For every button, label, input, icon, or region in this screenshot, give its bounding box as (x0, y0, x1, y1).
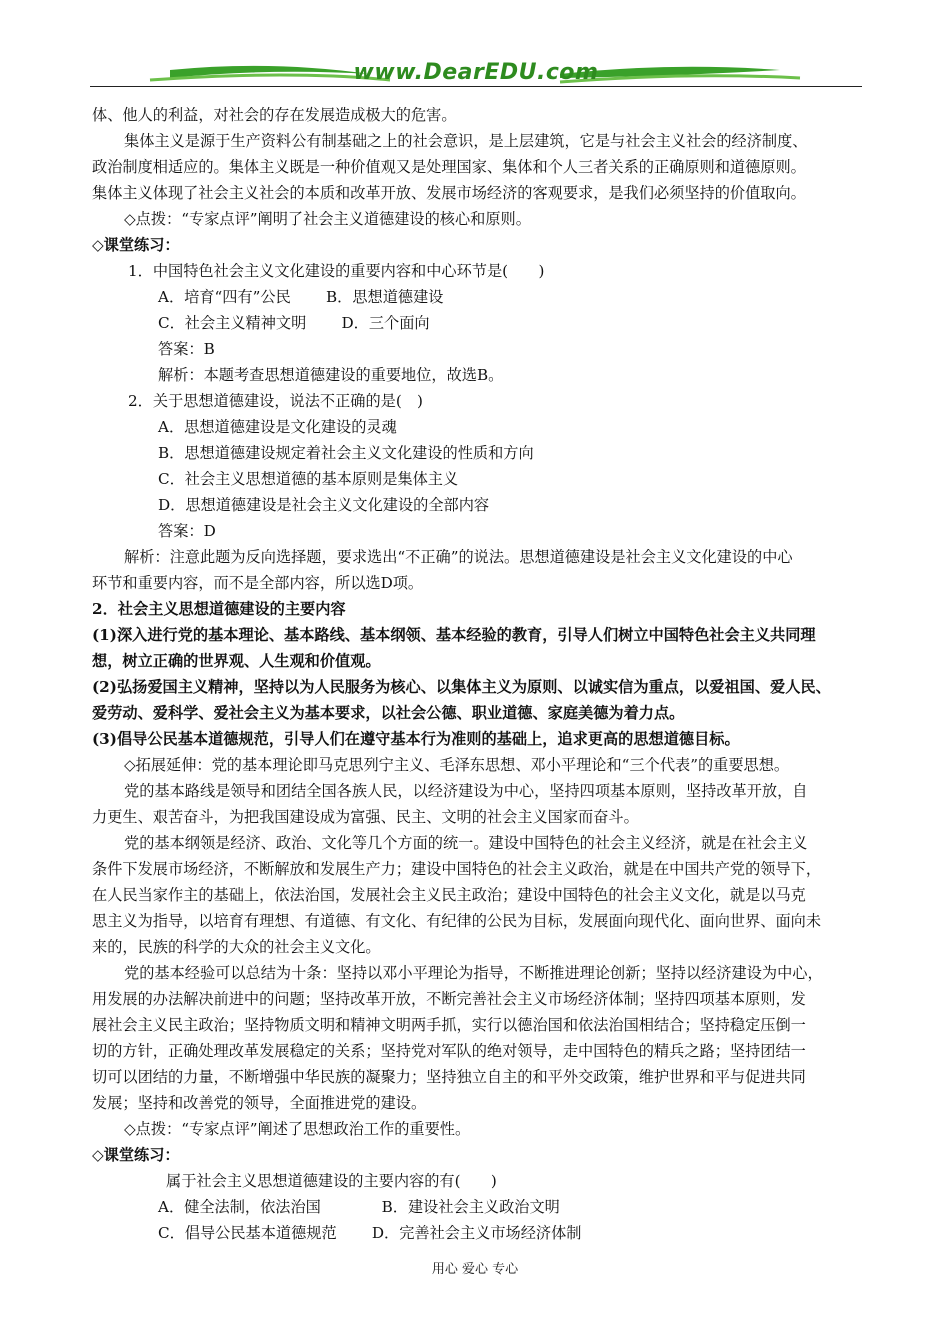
answer-option: D．思想道德建设是社会主义文化建设的全部内容 (158, 496, 490, 514)
answer-key: 答案：B (158, 340, 215, 358)
text-line: 来的，民族的科学的大众的社会主义文化。 (92, 938, 381, 956)
bold-point: (3)倡导公民基本道德规范，引导人们在遵守基本行为准则的基础上，追求更高的思想道德目标。 (92, 730, 740, 748)
bold-point: (2)弘扬爱国主义精神，坚持以为人民服务为核心、以集体主义为原则、以诚实信为重点，以爱祖国、爱人民、 (92, 678, 831, 696)
question-stem: 属于社会主义思想道德建设的主要内容的有( ) (166, 1172, 497, 1190)
text-line: 在人民当家作主的基础上，依法治国，发展社会主义民主政治；建设中国特色的社会主义文化，就是以马克 (92, 886, 806, 904)
tip-line: ◇点拨：“专家点评”阐明了社会主义道德建设的核心和原则。 (124, 210, 531, 228)
text-line: 切可以团结的力量，不断增强中华民族的凝聚力；坚持独立自主的和平外交政策，维护世界和平与促进共同 (92, 1068, 806, 1086)
answer-key: 答案：D (158, 522, 216, 540)
bold-point: (1)深入进行党的基本理论、基本路线、基本纲领、基本经验的教育，引导人们树立中国特色社会主义共同理 (92, 626, 816, 644)
bold-point: 爱劳动、爱科学、爱社会主义为基本要求，以社会公德、职业道德、家庭美德为着力点。 (92, 704, 685, 722)
text-line: 党的基本经验可以总结为十条：坚持以邓小平理论为指导，不断推进理论创新；坚持以经济建设为中心， (124, 964, 823, 982)
text-line: 用发展的办法解决前进中的问题；坚持改革开放，不断完善社会主义市场经济体制；坚持四项基本原则，发 (92, 990, 806, 1008)
answer-option: A．思想道德建设是文化建设的灵魂 (158, 418, 397, 436)
explanation: 解析：注意此题为反向选择题，要求选出“不正确”的说法。思想道德建设是社会主义文化建设的中心 (124, 548, 793, 566)
text-line: 思主义为指导，以培育有理想、有道德、有文化、有纪律的公民为目标，发展面向现代化、面向世界、面向未 (92, 912, 821, 930)
text-line: 条件下发展市场经济，不断解放和发展生产力；建设中国特色的社会主义政治，就是在中国共产党的领导下， (92, 860, 821, 878)
text-line: 集体主义是源于生产资料公有制基础之上的社会意识，是上层建筑，它是与社会主义社会的经济制度、 (124, 132, 808, 150)
header-rule (90, 86, 862, 87)
section-heading: ◇课堂练习： (92, 1146, 180, 1164)
explanation: 环节和重要内容，而不是全部内容，所以选D项。 (92, 574, 424, 592)
answer-option: A．培育“四有”公民 B．思想道德建设 (158, 288, 444, 306)
question-stem: 2．关于思想道德建设，说法不正确的是( ) (128, 392, 423, 410)
text-line: 政治制度相适应的。集体主义既是一种价值观又是处理国家、集体和个人三者关系的正确原则和道德原则。 (92, 158, 806, 176)
text-line: 切的方针，正确处理改革发展稳定的关系；坚持党对军队的绝对领导，走中国特色的精兵之路；坚持团结一 (92, 1042, 806, 1060)
text-line: 展社会主义民主政治；坚持物质文明和精神文明两手抓，实行以德治国和依法治国相结合；坚持稳定压倒一 (92, 1016, 806, 1034)
text-line: 力更生、艰苦奋斗，为把我国建设成为富强、民主、文明的社会主义国家而奋斗。 (92, 808, 639, 826)
answer-option: B．思想道德建设规定着社会主义文化建设的性质和方向 (158, 444, 534, 462)
explanation: 解析：本题考查思想道德建设的重要地位，故选B。 (158, 366, 504, 384)
text-line: 党的基本纲领是经济、政治、文化等几个方面的统一。建设中国特色的社会主义经济，就是在社会主义 (124, 834, 808, 852)
text-line: 党的基本路线是领导和团结全国各族人民，以经济建设为中心，坚持四项基本原则，坚持改革开放，自 (124, 782, 808, 800)
site-logo-text: www.DearEDU.com (353, 60, 599, 85)
extension-line: ◇拓展延伸：党的基本理论即马克思列宁主义、毛泽东思想、邓小平理论和“三个代表”的重要思想。 (124, 756, 790, 774)
answer-option: A．健全法制，依法治国 B．建设社会主义政治文明 (158, 1198, 560, 1216)
answer-option: C．社会主义精神文明 D．三个面向 (158, 314, 430, 332)
bold-point: 想，树立正确的世界观、人生观和价值观。 (92, 652, 381, 670)
section-heading: ◇课堂练习： (92, 236, 180, 254)
question-stem: 1．中国特色社会主义文化建设的重要内容和中心环节是( ) (128, 262, 545, 280)
document-body (92, 102, 867, 1246)
answer-option: C．倡导公民基本道德规范 D．完善社会主义市场经济体制 (158, 1224, 582, 1242)
tip-line: ◇点拨：“专家点评”阐述了思想政治工作的重要性。 (124, 1120, 471, 1138)
text-line: 集体主义体现了社会主义社会的本质和改革开放、发展市场经济的客观要求，是我们必须坚持的价值取向。 (92, 184, 806, 202)
text-line: 发展；坚持和改善党的领导，全面推进党的建设。 (92, 1094, 427, 1112)
section-heading: 2．社会主义思想道德建设的主要内容 (92, 600, 346, 618)
answer-option: C．社会主义思想道德的基本原则是集体主义 (158, 470, 459, 488)
page-footer: 用心 爱心 专心 (431, 1262, 519, 1277)
text-line: 体、他人的利益，对社会的存在发展造成极大的危害。 (92, 106, 457, 124)
